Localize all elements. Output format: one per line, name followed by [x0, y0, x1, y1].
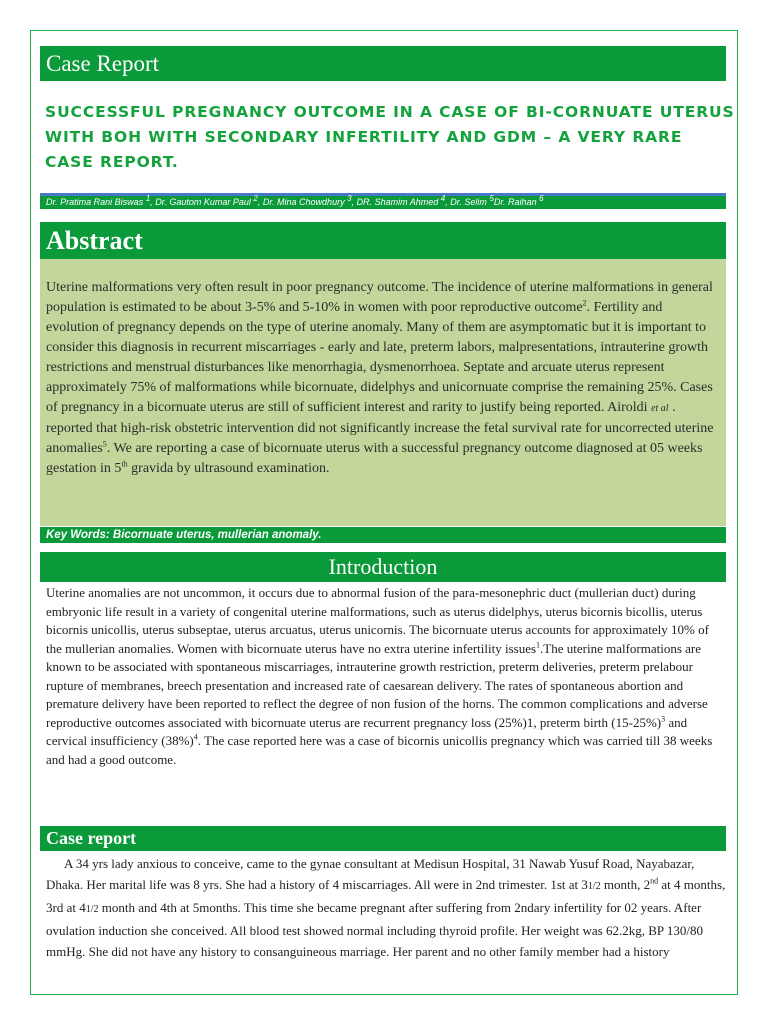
- article-title: SUCCESSFUL PREGNANCY OUTCOME IN A CASE OF BI-CORNUATE UTERUS WITH BOH WITH SECONDARY INFERTILITY AND GDM – A VERY RARE CASE REPORT.: [45, 103, 735, 171]
- abstract-body: Uterine malformations very often result in poor pregnancy outcome. The incidence of uterine malformations in general population is estimated to be about 3-5% and 5-10% in women with poor reproductive outcome$^2$. Fertility and evolution of pregnancy depends on the type of uterine anomaly. Many of them are asymptomatic but it is important to consider this diagnosis in recurrent miscarriages - early and late, preterm labors, malpresentations, intrauterine growth restrictions and menstrual disturbances like menorrhagia, dysmenorrhoea. Septate and arcuate uterus represent approximately 75% of malformations while bicornuate, didelphys and unicornuate comprise the remaining 25%. Cases of pregnancy in a bicornuate uterus are still of sufficient interest and rarity to justify being reported. Airoldi et al . reported that high-risk obstetric intervention did not significantly increase the fetal survival rate for uncorrected uterine anomalies$^5$. We are reporting a case of bicornuate uterus with a successful pregnancy outcome diagnosed at 05 weeks gestation in 5th gravida by ultrasound examination.: [40, 259, 726, 526]
- author: Dr. Mina Chowdhury $^3$,: [262, 194, 357, 207]
- author: DR. Shamim Ahmed $^4$,: [356, 194, 451, 207]
- case-report-heading-banner: [40, 826, 726, 851]
- section-label: Case Report: [46, 51, 160, 76]
- introduction-heading-banner: [40, 552, 726, 582]
- authors-banner: [40, 196, 726, 209]
- author: Dr. Selim $^5$: [450, 194, 494, 207]
- abstract-heading-banner: [40, 222, 726, 259]
- abstract-heading: Abstract: [46, 226, 143, 255]
- introduction-heading: Introduction: [328, 554, 438, 579]
- keywords-banner: [40, 527, 726, 543]
- author: Dr. Pratima Rani Biswas $^1$,: [46, 194, 156, 207]
- fraction: 1/2: [587, 881, 601, 892]
- author: Dr. Gautom Kumar Paul $^2$,: [155, 194, 263, 207]
- introduction-body: Uterine anomalies are not uncommon, it occurs due to abnormal fusion of the para-mesonephric duct (mullerian duct) during embryonic life result in a variety of congenital uterine malformations, such as uterus didelphys, uterus bicornis bicollis, uterus bicornis unicollis, uterus subseptae, uterus arcuatus, uterus unicornis. The bicornuate uterus accounts for approximately 10% of the mullerian anomalies. Women with bicornuate uterus have no extra uterine infertility issues$^1$.The uterine malformations are known to be associated with spontaneous miscarriages, intrauterine growth restriction, preterm deliveries, preterm prelabour rupture of membranes, breech presentation and increased rate of caesarean delivery. The rates of spontaneous abortion and premature delivery have been reported to reflect the degree of non fusion of the horns. The common complications and adverse reproductive outcomes associated with bicornuate uterus are recurrent pregnancy loss (25%)1, preterm birth $(15-25\%)^3$ and cervical insufficiency $(38\%)^4$. The case reported here was a case of bicornis unicollis pregnancy which was carried till 38 weeks and had a good outcome.: [46, 585, 713, 767]
- case-report-body: A 34 yrs lady anxious to conceive, came to the gynae consultant at Medisun Hospital, 31 Nawab Yusuf Road, Nayabazar, Dhaka. Her marital life was 8 yrs. She had a history of 4 miscarriages. All were in 2nd trimester. 1st at 31/2 month, 2nd at 4 months, 3rd at 41/2 month and 4th at 5months. This time she became pregnant after suffering from 2ndary infertility for 02 years. After ovulation induction she conceived. All blood test showed normal including thyroid profile. Her weight was 62.2kg, BP 130/80 mmHg. She did not have any history to consanguineous marriage. Her parent and no other family member had a history: [46, 856, 726, 959]
- case-report-heading: Case report: [46, 828, 137, 848]
- keywords: Key Words: Bicornuate uterus, mullerian anomaly.: [46, 529, 322, 541]
- section-label-banner: [40, 46, 726, 81]
- fraction: 1/2: [85, 904, 99, 915]
- author: Dr. Raihan $^6$: [493, 194, 544, 207]
